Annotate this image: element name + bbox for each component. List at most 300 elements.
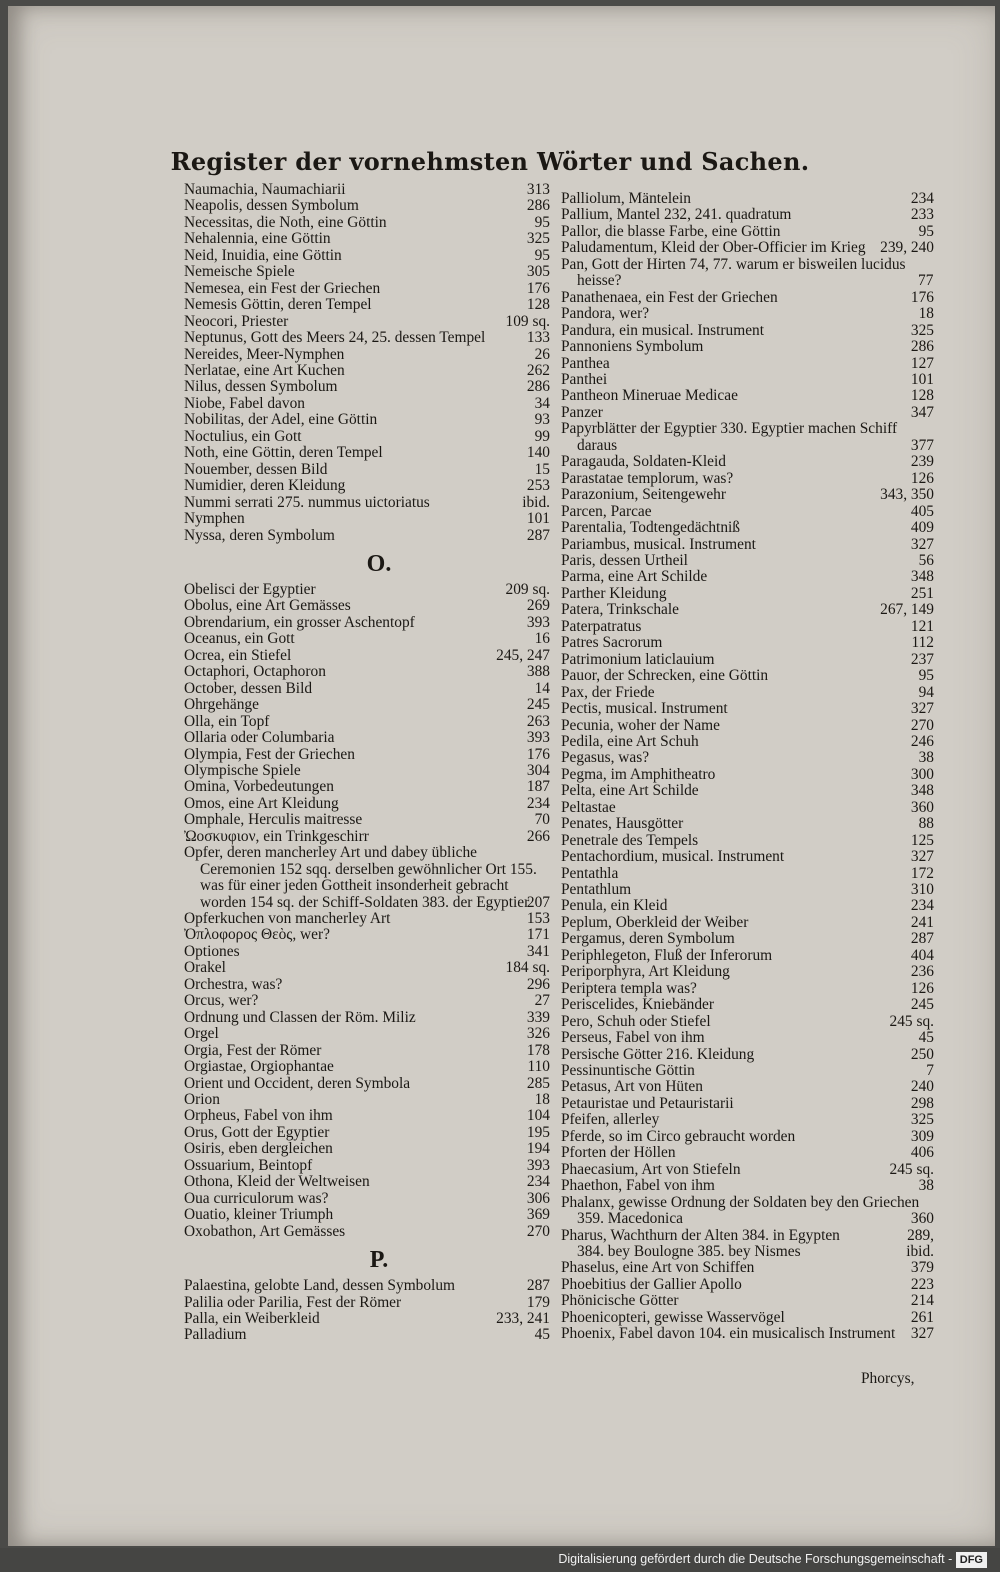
- entry-page: 377: [910, 436, 934, 454]
- entry-text: Patrimonium laticlauium: [561, 651, 715, 668]
- entry-page: 237: [910, 650, 934, 668]
- entry-page: 236: [910, 963, 934, 981]
- index-entry: [184, 1191, 550, 1207]
- index-entry: [561, 734, 934, 750]
- entry-text: Pauor, der Schrecken, eine Göttin: [561, 668, 769, 685]
- entry-page: 360: [910, 798, 934, 816]
- entry-text: Pedila, eine Art Schuh: [561, 733, 699, 750]
- index-entry: [184, 281, 550, 297]
- entry-text: Numidier, deren Kleidung: [184, 478, 346, 495]
- entry-text: Opfer, deren mancherley Art und dabey übliche Ceremonien 152 sqq. derselben gewöhnlicher Ort 155. was für einer jeden Gottheit insonderheit gebracht worden 154 sq. der Schiff-Soldaten 383. der Egyptier: [184, 844, 537, 911]
- entry-page: 245: [526, 696, 550, 714]
- index-entry: [184, 511, 550, 527]
- entry-page: 233: [910, 206, 934, 224]
- entry-text: Nyssa, deren Symbolum: [184, 527, 335, 544]
- entry-text: Pegasus, was?: [561, 750, 650, 767]
- index-entry: [184, 1059, 550, 1075]
- entry-page: 234: [526, 1173, 550, 1191]
- entry-page: 93: [534, 411, 550, 429]
- digitization-footer: [0, 1548, 1000, 1572]
- entry-text: Oua curriculorum was?: [184, 1190, 329, 1207]
- index-entry: [561, 718, 934, 734]
- index-entry: [184, 960, 550, 976]
- entry-page: 245, 247: [496, 646, 550, 664]
- entry-text: Obrendarium, ein grosser Aschentopf: [184, 614, 415, 631]
- entry-page: 16: [534, 630, 550, 648]
- entry-page: 360: [910, 1210, 934, 1228]
- index-entry: [561, 816, 934, 832]
- entry-text: Pentachordium, musical. Instrument: [561, 849, 785, 866]
- entry-text: Pharus, Wachthurn der Alten 384. in Egypten: [561, 1227, 840, 1244]
- entry-page: 128: [526, 296, 550, 314]
- entry-page: 133: [526, 329, 550, 347]
- entry-text: Niobe, Fabel davon: [184, 395, 305, 412]
- index-entry: [184, 297, 550, 313]
- index-entry: [561, 207, 934, 223]
- entry-page: 95: [918, 222, 934, 240]
- index-entry: [184, 412, 550, 428]
- entry-text: Penula, ein Kleid: [561, 898, 668, 915]
- entry-page: 393: [526, 1156, 550, 1174]
- index-entry: [184, 697, 550, 713]
- index-entry-paludamentum: [561, 240, 934, 256]
- footer-credit: Digitalisierung gefördert durch die Deutsche Forschungsgemeinschaft -: [558, 1552, 953, 1566]
- entry-text: Pandora, wer?: [561, 306, 650, 323]
- entry-text: Pessinuntische Göttin: [561, 1063, 695, 1080]
- entry-text: Phalanx, gewisse Ordnung der Soldaten bey den Griechen 359. Macedonica: [561, 1193, 920, 1228]
- entry-text: Parastatae templorum, was?: [561, 470, 734, 487]
- entry-page: 325: [526, 230, 550, 248]
- entry-page: 126: [910, 979, 934, 997]
- entry-page: 176: [526, 745, 550, 763]
- entry-page: 38: [918, 749, 934, 767]
- entry-text: Penetrale des Tempels: [561, 832, 699, 849]
- entry-text: Peplum, Oberkleid der Weiber: [561, 914, 749, 931]
- entry-text: Pandura, ein musical. Instrument: [561, 322, 765, 339]
- index-entry: [561, 537, 934, 553]
- entry-text: Orgiastae, Orgiophantae: [184, 1059, 334, 1076]
- entry-page: 176: [526, 279, 550, 297]
- entry-page: 125: [910, 831, 934, 849]
- entry-page: 266: [526, 827, 550, 845]
- entry-text: Ohrgehänge: [184, 697, 259, 714]
- entry-page: 393: [526, 613, 550, 631]
- entry-text: Palladium: [184, 1327, 247, 1344]
- index-entry: [561, 1014, 934, 1030]
- entry-text: Nehalennia, eine Göttin: [184, 231, 331, 248]
- index-entry-pharus: [561, 1228, 934, 1244]
- entry-page: 388: [526, 663, 550, 681]
- entry-text: Periphlegeton, Fluß der Inferorum: [561, 947, 773, 964]
- entry-page: 343, 350: [880, 486, 934, 504]
- entry-text: Ordnung und Classen der Röm. Miliz: [184, 1009, 416, 1026]
- index-entry: [184, 182, 550, 198]
- index-entry: [561, 750, 934, 766]
- entry-page: 325: [910, 321, 934, 339]
- index-entry: [184, 664, 550, 680]
- entry-text: Phaethon, Fabel von ihm: [561, 1178, 715, 1195]
- entry-page: 153: [526, 910, 550, 928]
- index-entry: [561, 1162, 934, 1178]
- index-entry: [184, 1327, 550, 1343]
- entry-text: Omos, eine Art Kleidung: [184, 795, 339, 812]
- entry-text: Orion: [184, 1092, 220, 1109]
- entry-page: 327: [910, 848, 934, 866]
- entry-page: 126: [910, 469, 934, 487]
- entry-text: Obolus, eine Art Gemässes: [184, 598, 351, 615]
- entry-text: Necessitas, die Noth, eine Göttin: [184, 214, 387, 231]
- entry-text: Parazonium, Seitengewehr: [561, 487, 726, 504]
- index-entry: [184, 631, 550, 647]
- entry-page: 245 sq.: [889, 1160, 934, 1178]
- index-entry: [184, 779, 550, 795]
- index-entry: [184, 1125, 550, 1141]
- entry-text: Olympische Spiele: [184, 762, 301, 779]
- entry-page: 95: [534, 213, 550, 231]
- index-entry: [184, 1278, 550, 1294]
- index-entry: [184, 1076, 550, 1092]
- entry-page: 140: [526, 444, 550, 462]
- entry-text: Orient und Occident, deren Symbola: [184, 1075, 411, 1092]
- entry-page: 287: [526, 1277, 550, 1295]
- entry-page: 14: [534, 679, 550, 697]
- entry-text: Phoenicopteri, gewisse Wasservögel: [561, 1309, 785, 1326]
- index-entry: [184, 264, 550, 280]
- index-entry: [184, 1158, 550, 1174]
- index-entry: [184, 1207, 550, 1223]
- entry-page: 267, 149: [880, 601, 934, 619]
- entry-page: 26: [534, 345, 550, 363]
- index-entry: [184, 528, 550, 544]
- section-o-continued: [184, 911, 550, 1240]
- entry-page: 287: [526, 526, 550, 544]
- entry-text: Olympia, Fest der Griechen: [184, 746, 355, 763]
- index-entry: [561, 1277, 934, 1293]
- entry-text: Panzer: [561, 404, 603, 421]
- entry-page: 234: [910, 897, 934, 915]
- entry-page: 304: [526, 761, 550, 779]
- index-entry: [561, 701, 934, 717]
- entry-text: Phönicische Götter: [561, 1293, 679, 1310]
- entry-text: Periscelides, Kniebänder: [561, 997, 714, 1014]
- index-entry: [184, 1295, 550, 1311]
- entry-text: Orus, Gott der Egyptier: [184, 1124, 330, 1141]
- index-entry: [561, 405, 934, 421]
- entry-page: 245 sq.: [889, 1012, 934, 1030]
- entry-text: Orakel: [184, 960, 226, 977]
- entry-group: [561, 191, 934, 240]
- entry-page: 289,: [907, 1226, 934, 1244]
- entry-page: 95: [918, 667, 934, 685]
- index-entry: [184, 615, 550, 631]
- index-entry: [561, 1178, 934, 1194]
- entry-text: Neapolis, dessen Symbolum: [184, 198, 359, 215]
- entry-text: Omina, Vorbedeutungen: [184, 779, 334, 796]
- index-entry-pan: Pan, Gott der Hirten 74, 77. warum er bisweilen lucidus heisse? 77: [561, 255, 934, 290]
- section-n: [184, 182, 550, 544]
- index-entry: [561, 290, 934, 306]
- entry-page: 239: [910, 453, 934, 471]
- index-entry: [561, 520, 934, 536]
- entry-page: ibid.: [906, 1243, 934, 1260]
- entry-text: Phoenix, Fabel davon 104. ein musicalisch Instrument: [561, 1325, 896, 1343]
- entry-page: 296: [526, 975, 550, 993]
- index-entry: [561, 833, 934, 849]
- entry-page: 233, 241: [496, 1310, 550, 1327]
- entry-page: 286: [526, 378, 550, 396]
- entry-text: Optiones: [184, 943, 240, 960]
- entry-page: 262: [526, 361, 550, 379]
- index-entry: [561, 882, 934, 898]
- entry-text: Parma, eine Art Schilde: [561, 569, 708, 586]
- entry-page: 18: [918, 305, 934, 323]
- index-entry: [184, 215, 550, 231]
- entry-page: 34: [534, 394, 550, 412]
- entry-text: Papyrblätter der Egyptier 330. Egyptier machen Schiff daraus: [561, 420, 898, 454]
- index-entry: [184, 763, 550, 779]
- entry-text: Orgel: [184, 1026, 219, 1043]
- entry-text: Penates, Hausgötter: [561, 816, 684, 833]
- entry-page: 234: [526, 794, 550, 812]
- entry-page: 176: [910, 288, 934, 306]
- section-o: [184, 582, 550, 845]
- index-entry: [561, 454, 934, 470]
- entry-text: Pallium, Mantel 232, 241. quadratum: [561, 207, 792, 224]
- entry-page: 327: [910, 700, 934, 718]
- entry-page: 195: [526, 1123, 550, 1141]
- entry-text: Ollaria oder Columbaria: [184, 730, 335, 747]
- entry-text: Omphale, Herculis maitresse: [184, 812, 363, 829]
- index-column-right: [561, 191, 934, 1343]
- entry-page: 310: [910, 881, 934, 899]
- entry-text: Naumachia, Naumachiarii: [184, 182, 346, 198]
- entry-text: Palla, ein Weiberkleid: [184, 1311, 320, 1327]
- index-entry: [184, 911, 550, 927]
- entry-text: Nymphen: [184, 511, 245, 528]
- index-entry: [561, 997, 934, 1013]
- entry-page: 270: [526, 1222, 550, 1240]
- entry-text: Periptera templa was?: [561, 980, 697, 997]
- section-letter-o: O.: [366, 550, 392, 577]
- entry-text: Pan, Gott der Hirten 74, 77. warum er bisweilen lucidus heisse?: [561, 255, 906, 290]
- entry-page: 261: [910, 1308, 934, 1326]
- index-entry: [184, 1311, 550, 1327]
- index-entry-phalanx: [561, 1195, 934, 1228]
- entry-text: Orcus, wer?: [184, 993, 259, 1010]
- entry-page: 341: [526, 942, 550, 960]
- index-entry: [184, 598, 550, 614]
- index-entry: [184, 396, 550, 412]
- index-entry: [184, 314, 550, 330]
- index-entry: [561, 372, 934, 388]
- index-entry: [184, 1174, 550, 1190]
- entry-page: 325: [910, 1111, 934, 1129]
- entry-text: Othona, Kleid der Weltweisen: [184, 1174, 370, 1191]
- entry-text: Oxobathon, Art Gemässes: [184, 1223, 346, 1240]
- index-entry: [561, 800, 934, 816]
- index-entry: [561, 1260, 934, 1276]
- entry-text: Neocori, Priester: [184, 313, 289, 330]
- entry-page: 15: [534, 460, 550, 478]
- index-entry: [561, 931, 934, 947]
- entry-text: Pferde, so im Circo gebraucht worden: [561, 1128, 796, 1145]
- index-entry: [184, 495, 550, 511]
- index-entry: [184, 379, 550, 395]
- index-entry: [561, 981, 934, 997]
- entry-text: Noctulius, ein Gott: [184, 428, 302, 445]
- catchword: Phorcys,: [861, 1370, 915, 1387]
- entry-page: 250: [910, 1045, 934, 1063]
- index-entry: [561, 1145, 934, 1161]
- entry-text: Nemesea, ein Fest der Griechen: [184, 280, 381, 297]
- entry-page: 300: [910, 765, 934, 783]
- entry-page: 109 sq.: [505, 312, 550, 330]
- entry-text: Pergamus, deren Symbolum: [561, 931, 735, 948]
- index-entry: [561, 964, 934, 980]
- entry-page: 70: [534, 811, 550, 829]
- index-entry: [561, 1063, 934, 1079]
- entry-text: October, dessen Bild: [184, 680, 313, 697]
- entry-page: 234: [910, 190, 934, 207]
- index-entry: [184, 478, 550, 494]
- entry-text: Peltastae: [561, 799, 616, 816]
- index-entry-pharus-cont: [561, 1244, 934, 1260]
- entry-page: ibid.: [522, 493, 550, 511]
- entry-text: Osiris, eben dergleichen: [184, 1141, 333, 1158]
- entry-page: 45: [534, 1326, 550, 1344]
- entry-text: Persische Götter 216. Kleidung: [561, 1046, 755, 1063]
- index-entry: [561, 586, 934, 602]
- index-entry: [561, 767, 934, 783]
- index-entry: [561, 1047, 934, 1063]
- entry-text: Orgia, Fest der Römer: [184, 1042, 322, 1059]
- entry-text: Parther Kleidung: [561, 585, 667, 602]
- entry-text: Nobilitas, der Adel, eine Göttin: [184, 412, 378, 429]
- index-entry: [561, 569, 934, 585]
- index-entry: [184, 829, 550, 845]
- index-entry: [561, 1129, 934, 1145]
- entry-page: 172: [910, 864, 934, 882]
- entry-text: Paris, dessen Urtheil: [561, 552, 688, 569]
- entry-page: 88: [918, 815, 934, 833]
- index-entry: [184, 462, 550, 478]
- entry-page: 348: [910, 782, 934, 800]
- entry-text: Orpheus, Fabel von ihm: [184, 1108, 333, 1125]
- entry-text: Pentathlum: [561, 882, 632, 899]
- entry-page: 253: [526, 477, 550, 495]
- entry-text: 384. bey Boulogne 385. bey Nismes: [577, 1243, 801, 1260]
- index-entry: [561, 652, 934, 668]
- index-entry: [184, 681, 550, 697]
- entry-text: Periporphyra, Art Kleidung: [561, 964, 730, 981]
- entry-page: 223: [910, 1275, 934, 1293]
- entry-text: Ouatio, kleiner Triumph: [184, 1207, 334, 1224]
- entry-page: 286: [910, 338, 934, 356]
- entry-page: 101: [910, 370, 934, 388]
- entry-page: 241: [910, 913, 934, 931]
- index-entry: [184, 977, 550, 993]
- entry-page: 339: [526, 1008, 550, 1026]
- entry-text: Pero, Schuh oder Stiefel: [561, 1013, 711, 1030]
- entry-group: [561, 290, 934, 422]
- index-entry: [561, 1096, 934, 1112]
- dfg-logo: DFG: [956, 1552, 987, 1568]
- index-entry: [561, 915, 934, 931]
- entry-text: Panathenaea, ein Fest der Griechen: [561, 289, 778, 306]
- entry-page: 187: [526, 778, 550, 796]
- entry-page: 251: [910, 584, 934, 602]
- index-entry: [184, 812, 550, 828]
- index-entry: [184, 231, 550, 247]
- section-letter-p: P.: [369, 1247, 389, 1274]
- index-entry: [561, 602, 934, 618]
- entry-text: Pelta, eine Art Schilde: [561, 783, 699, 800]
- entry-page: 348: [910, 568, 934, 586]
- index-entry: [561, 323, 934, 339]
- entry-page: 209 sq.: [505, 580, 550, 598]
- entry-text: Ὠοσκυφιον, ein Trinkgeschirr: [184, 828, 369, 845]
- entry-text: Panthei: [561, 371, 608, 388]
- index-entry: [561, 504, 934, 520]
- entry-text: Paragauda, Soldaten-Kleid: [561, 454, 726, 471]
- entry-text: Pannoniens Symbolum: [561, 339, 704, 356]
- entry-text: Nerlatae, eine Art Kuchen: [184, 362, 345, 379]
- entry-page: 327: [910, 1325, 934, 1343]
- index-entry: [561, 339, 934, 355]
- entry-page: 393: [526, 729, 550, 747]
- entry-text: Pectis, musical. Instrument: [561, 701, 728, 718]
- index-entry: [561, 1293, 934, 1309]
- entry-page: 285: [526, 1074, 550, 1092]
- footer-text: [558, 1548, 1000, 1570]
- entry-page: 409: [910, 519, 934, 537]
- entry-page: 128: [910, 387, 934, 405]
- entry-text: Paludamentum, Kleid der Ober-Officier im Krieg: [561, 239, 866, 257]
- entry-page: 263: [526, 712, 550, 730]
- entry-page: 379: [910, 1259, 934, 1277]
- page-title: Register der vornehmsten Wörter und Sachen.: [170, 147, 810, 176]
- entry-page: 194: [526, 1140, 550, 1158]
- index-entry: [184, 363, 550, 379]
- entry-text: Opferkuchen von mancherley Art: [184, 911, 391, 928]
- entry-page: 245: [910, 996, 934, 1014]
- entry-page: 101: [526, 510, 550, 528]
- entry-text: Pfeifen, allerley: [561, 1112, 660, 1129]
- entry-text: Petasus, Art von Hüten: [561, 1079, 703, 1096]
- entry-text: Phoebitius der Gallier Apollo: [561, 1276, 742, 1293]
- entry-page: 326: [526, 1025, 550, 1043]
- entry-page: 110: [527, 1058, 550, 1076]
- index-entry: [561, 388, 934, 404]
- index-entry: [561, 685, 934, 701]
- entry-text: Ossuarium, Beintopf: [184, 1157, 313, 1174]
- entry-page: 127: [910, 354, 934, 372]
- entry-text: Ὀπλοφορος Θεὸς, wer?: [184, 927, 330, 944]
- entry-group: [561, 454, 934, 1194]
- entry-text: Parcen, Parcae: [561, 503, 652, 520]
- entry-page: 269: [526, 597, 550, 615]
- entry-text: Pax, der Friede: [561, 684, 655, 701]
- index-entry: [184, 747, 550, 763]
- index-entry: [184, 330, 550, 346]
- entry-text: Patres Sacrorum: [561, 635, 663, 652]
- index-entry: [561, 471, 934, 487]
- index-entry: [184, 944, 550, 960]
- entry-page: 214: [910, 1292, 934, 1310]
- index-entry-opfer: [184, 845, 550, 911]
- entry-text: Panthea: [561, 355, 610, 372]
- entry-page: 184 sq.: [505, 959, 550, 977]
